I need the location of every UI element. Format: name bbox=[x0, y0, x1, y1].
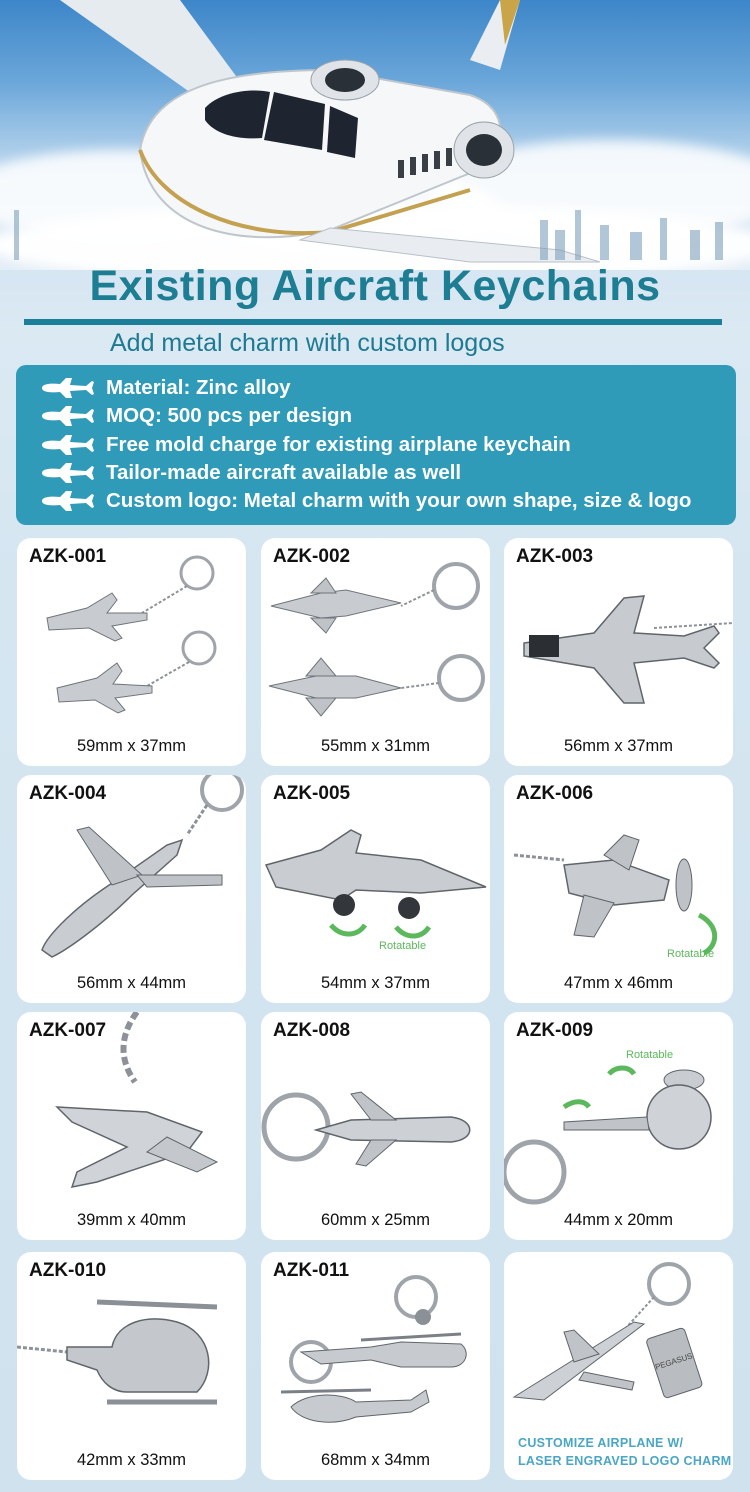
rotatable-helicopter-keychain-image bbox=[504, 1012, 733, 1240]
specs-box bbox=[16, 365, 736, 525]
product-code: AZK-011 bbox=[273, 1260, 350, 1281]
custom-caption-line2: LASER ENGRAVED LOGO CHARM bbox=[518, 1454, 732, 1468]
rotatable-label: Rotatable bbox=[626, 1049, 674, 1061]
product-card[interactable] bbox=[504, 775, 733, 1003]
helicopter-keychains-image bbox=[261, 1252, 490, 1480]
rotatable-propeller-plane-image bbox=[504, 775, 733, 1003]
jet-keychain-image bbox=[261, 538, 490, 766]
airplane-icon bbox=[40, 378, 94, 398]
product-card[interactable] bbox=[261, 1252, 490, 1480]
product-code: AZK-010 bbox=[29, 1260, 107, 1281]
product-size: 68mm x 34mm bbox=[320, 1451, 431, 1469]
helicopter-keychain-image bbox=[17, 1252, 246, 1480]
airplane-icon bbox=[40, 435, 94, 455]
product-code: AZK-002 bbox=[273, 546, 351, 567]
rotatable-jet-keychain-image bbox=[261, 775, 490, 1003]
product-size: 60mm x 25mm bbox=[320, 1211, 431, 1229]
page-subtitle: Add metal charm with custom logos bbox=[110, 329, 505, 357]
product-card[interactable] bbox=[17, 538, 246, 766]
logo-tag-text: PEGASUS bbox=[654, 1351, 694, 1372]
jet-keychain-image bbox=[17, 538, 246, 766]
product-size: 55mm x 31mm bbox=[320, 737, 431, 755]
product-card[interactable] bbox=[504, 538, 733, 766]
product-card[interactable] bbox=[261, 1012, 490, 1240]
jet-illustration bbox=[0, 0, 750, 270]
product-card[interactable] bbox=[17, 775, 246, 1003]
spec-item bbox=[40, 459, 461, 487]
hero-banner bbox=[0, 0, 750, 270]
rotatable-label: Rotatable bbox=[667, 948, 715, 960]
product-code: AZK-009 bbox=[516, 1020, 594, 1041]
page-title: Existing Aircraft Keychains bbox=[89, 262, 661, 310]
product-card[interactable] bbox=[17, 1012, 246, 1240]
spec-item bbox=[40, 374, 291, 402]
product-size: 54mm x 37mm bbox=[320, 974, 431, 992]
spec-item bbox=[40, 402, 352, 430]
airplane-icon bbox=[40, 491, 94, 511]
spec-text: Tailor-made aircraft available as well bbox=[106, 461, 462, 484]
product-code: AZK-005 bbox=[273, 783, 351, 804]
product-code: AZK-004 bbox=[29, 783, 107, 804]
product-size: 47mm x 46mm bbox=[563, 974, 674, 992]
product-code: AZK-008 bbox=[273, 1020, 351, 1041]
airliner-keychain-image bbox=[261, 1012, 490, 1240]
spec-item bbox=[40, 431, 571, 459]
custom-caption bbox=[518, 1434, 732, 1470]
product-size: 56mm x 44mm bbox=[76, 974, 187, 992]
product-size: 56mm x 37mm bbox=[563, 737, 674, 755]
product-size: 44mm x 20mm bbox=[563, 1211, 674, 1229]
product-card[interactable] bbox=[17, 1252, 246, 1480]
product-card[interactable] bbox=[261, 775, 490, 1003]
airliner-keychain-image bbox=[17, 775, 246, 1003]
spec-text: MOQ: 500 pcs per design bbox=[106, 404, 353, 427]
product-card[interactable] bbox=[261, 538, 490, 766]
custom-airplane-card[interactable] bbox=[504, 1252, 733, 1480]
spec-item bbox=[40, 487, 691, 515]
airplane-icon bbox=[40, 406, 94, 426]
airplane-icon bbox=[40, 463, 94, 483]
custom-caption-line1: CUSTOMIZE AIRPLANE W/ bbox=[518, 1436, 684, 1450]
title-divider bbox=[24, 319, 722, 325]
spec-text: Material: Zinc alloy bbox=[106, 376, 291, 399]
airliner-keychain-image bbox=[17, 1012, 246, 1240]
product-code: AZK-003 bbox=[516, 546, 594, 567]
spec-text: Custom logo: Metal charm with your own shape, size & logo bbox=[106, 489, 692, 512]
product-code: AZK-007 bbox=[29, 1020, 107, 1041]
rotatable-label: Rotatable bbox=[379, 940, 427, 952]
jet-keychain-image bbox=[504, 538, 733, 766]
product-size: 42mm x 33mm bbox=[76, 1451, 187, 1469]
product-size: 59mm x 37mm bbox=[76, 737, 187, 755]
product-size: 39mm x 40mm bbox=[76, 1211, 187, 1229]
product-card[interactable] bbox=[504, 1012, 733, 1240]
product-code: AZK-001 bbox=[29, 546, 107, 567]
spec-text: Free mold charge for existing airplane keychain bbox=[106, 433, 571, 456]
product-code: AZK-006 bbox=[516, 783, 594, 804]
